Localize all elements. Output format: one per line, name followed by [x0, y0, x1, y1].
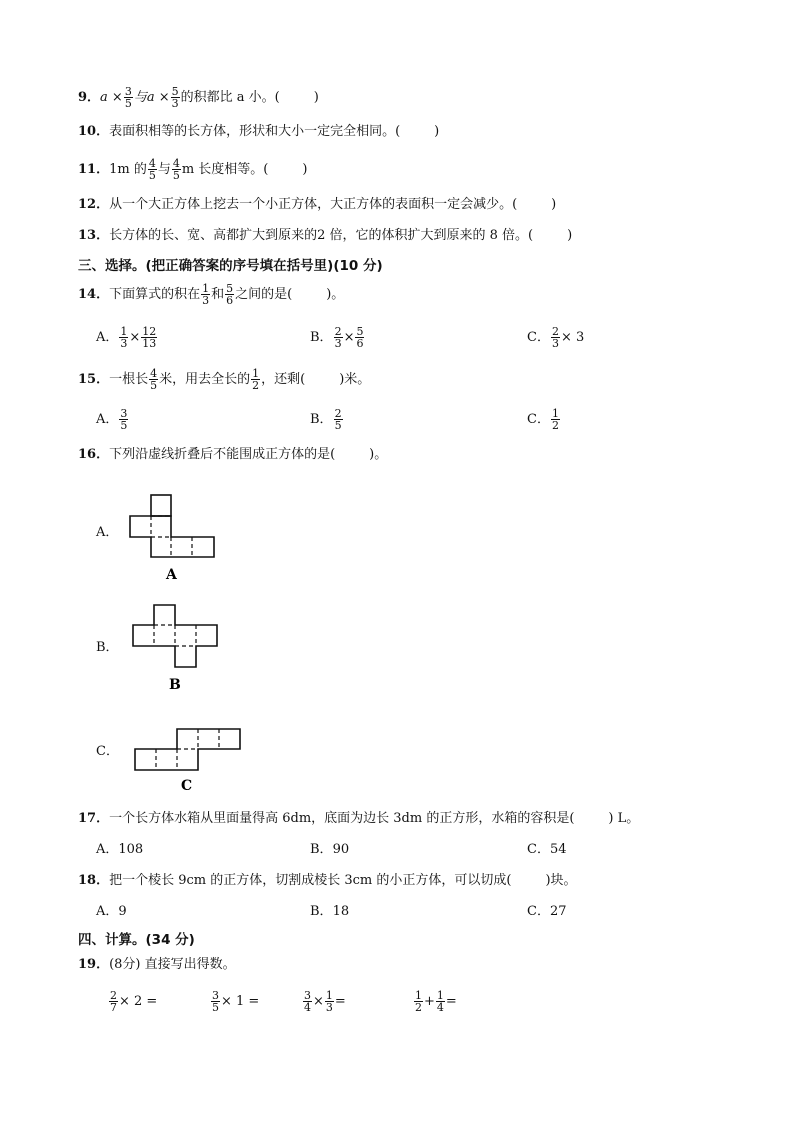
fraction: $\frac{1}{3}$ [325, 989, 333, 1014]
question-text: 从一个大正方体上挖去一个小正方体，大正方体的表面积一定会减少。( [109, 197, 518, 212]
question-number: 14． [78, 287, 110, 302]
fraction: $\frac{5}{6}$ [356, 325, 364, 350]
option-a[interactable]: A． $\frac{3}{5}$ [96, 407, 128, 432]
fraction: $\frac{3}{4}$ [304, 989, 311, 1014]
option-a[interactable]: A． $\frac{1}{3}$ × $\frac{12}{13}$ [96, 325, 157, 350]
question-9: 9．a × $\frac{3}{5}$ 与a × $\frac{5}{3}$ 的积都比 a 小。( ) [78, 85, 319, 110]
option-a[interactable]: A．9 [96, 904, 127, 919]
question-15: 15．一根长 $\frac{4}{5}$ 米，用去全长的 $\frac{1}{2}$ ，还剩( )米。 [78, 367, 371, 392]
question-number: 12． [78, 197, 110, 212]
net-diagram-a [125, 490, 225, 585]
question-text: m 长度相等。( [181, 162, 269, 177]
option-b[interactable]: B． $\frac{2}{5}$ [310, 407, 342, 432]
fraction: $\frac{2}{5}$ [334, 407, 342, 432]
option-c[interactable]: C． $\frac{2}{3}$ × 3 [527, 325, 585, 350]
question-13: 13．长方体的长、宽、高都扩大到原来的2 倍，它的体积扩大到原来的 8 倍。( ) [78, 228, 573, 243]
option-b[interactable]: B． $\frac{2}{3}$ × $\frac{5}{6}$ [310, 325, 364, 350]
option-c[interactable]: C． $\frac{1}{2}$ [527, 407, 559, 432]
option-c[interactable]: C．27 [527, 904, 567, 919]
question-text: 的积都比 a 小。( [180, 90, 280, 105]
question-18: 18．把一个棱长 9cm 的正方体，切割成棱长 3cm 的小正方体，可以切成( )块。 [78, 873, 577, 888]
question-text: 长方体的长、宽、高都扩大到原来的2 倍，它的体积扩大到原来的 8 倍。( [109, 228, 534, 243]
question-text: 一个长方体水箱从里面量得高 6dm，底面为边长 3dm 的正方形，水箱的容积是( [109, 811, 575, 826]
question-19 [78, 955, 236, 975]
question-12: 12．从一个大正方体上挖去一个小正方体，大正方体的表面积一定会减少。( ) [78, 197, 557, 212]
question-number: 18． [78, 873, 110, 888]
option-a[interactable]: A．108 [96, 842, 144, 857]
section-heading: 四、计算。(34 分) [78, 932, 195, 948]
fraction: $\frac{4}{5}$ [148, 157, 156, 182]
question-text: 下面算式的积在 [109, 287, 201, 302]
question-number: 9． [78, 90, 101, 105]
question-11: 11．1m 的 $\frac{4}{5}$ 与 $\frac{4}{5}$ m 长度相等。( ) [78, 157, 308, 182]
fraction: $\frac{5}{3}$ [171, 85, 179, 110]
fraction: $\frac{1}{2}$ [551, 407, 559, 432]
fraction: $\frac{2}{3}$ [551, 325, 559, 350]
net-diagram-b [128, 600, 228, 695]
fraction: $\frac{3}{5}$ [120, 407, 128, 432]
question-number: 10． [78, 124, 110, 139]
fraction: $\frac{4}{5}$ [172, 157, 180, 182]
option-c[interactable]: C．54 [527, 842, 567, 857]
net-caption: B [169, 677, 181, 693]
expr-text: a × [100, 90, 123, 105]
question-text: (8分) 直接写出得数。 [109, 957, 236, 972]
question-text: 把一个棱长 9cm 的正方体，切割成棱长 3cm 的小正方体，可以切成( [109, 873, 512, 888]
question-number: 13． [78, 228, 110, 243]
fraction: $\frac{3}{5}$ [212, 989, 219, 1014]
fraction: $\frac{1}{3}$ [202, 282, 210, 307]
question-number: 11． [78, 162, 110, 177]
fraction: $\frac{1}{4}$ [436, 989, 444, 1014]
calc-item[interactable]: $\frac{1}{2}$ + $\frac{1}{4}$ = [415, 989, 457, 1014]
question-text: ，还剩( [261, 372, 306, 387]
fraction: $\frac{1}{3}$ [120, 325, 128, 350]
option-b[interactable]: B．18 [310, 904, 350, 919]
question-10: 10．表面积相等的长方体，形状和大小一定完全相同。( ) [78, 124, 440, 139]
net-caption: C [181, 778, 193, 794]
question-number: 17． [78, 811, 110, 826]
option-b[interactable]: B． [96, 640, 119, 655]
option-b[interactable]: B．90 [310, 842, 350, 857]
calc-item[interactable]: $\frac{3}{4}$ × $\frac{1}{3}$ = [304, 989, 346, 1014]
fraction: $\frac{12}{13}$ [142, 325, 157, 350]
fraction: $\frac{2}{3}$ [334, 325, 342, 350]
expr-text: 与a × [133, 90, 170, 105]
fraction: $\frac{1}{2}$ [252, 367, 260, 392]
question-14: 14．下面算式的积在 $\frac{1}{3}$ 和 $\frac{5}{6}$ 之间的是( )。 [78, 282, 345, 307]
question-text: 之间的是( [235, 287, 293, 302]
question-number: 15． [78, 372, 110, 387]
question-17: 17．一个长方体水箱从里面量得高 6dm，底面为边长 3dm 的正方形，水箱的容积是( ) L。 [78, 811, 640, 826]
fraction: $\frac{2}{7}$ [110, 989, 117, 1014]
option-a[interactable]: A． [96, 525, 119, 540]
question-text: 表面积相等的长方体，形状和大小一定完全相同。( [109, 124, 401, 139]
section-heading: 三、选择。(把正确答案的序号填在括号里)(10 分) [78, 258, 383, 274]
net-caption: A [166, 567, 177, 583]
question-text: 1m 的 [109, 162, 147, 177]
calc-item[interactable]: $\frac{2}{7}$ × 2 = [110, 989, 158, 1014]
calc-item[interactable]: $\frac{3}{5}$ × 1 = [212, 989, 260, 1014]
question-text: 下列沿虚线折叠后不能围成正方体的是( [109, 447, 336, 462]
net-diagram-c [130, 724, 245, 796]
question-16: 16．下列沿虚线折叠后不能围成正方体的是( )。 [78, 447, 388, 462]
fraction: $\frac{5}{6}$ [226, 282, 234, 307]
question-number: 19． [78, 957, 110, 972]
question-text: 一根长 [109, 372, 149, 387]
fraction: $\frac{4}{5}$ [150, 367, 158, 392]
option-c[interactable]: C． [96, 744, 119, 759]
fraction: $\frac{1}{2}$ [415, 989, 422, 1014]
question-number: 16． [78, 447, 110, 462]
fraction: $\frac{3}{5}$ [124, 85, 132, 110]
